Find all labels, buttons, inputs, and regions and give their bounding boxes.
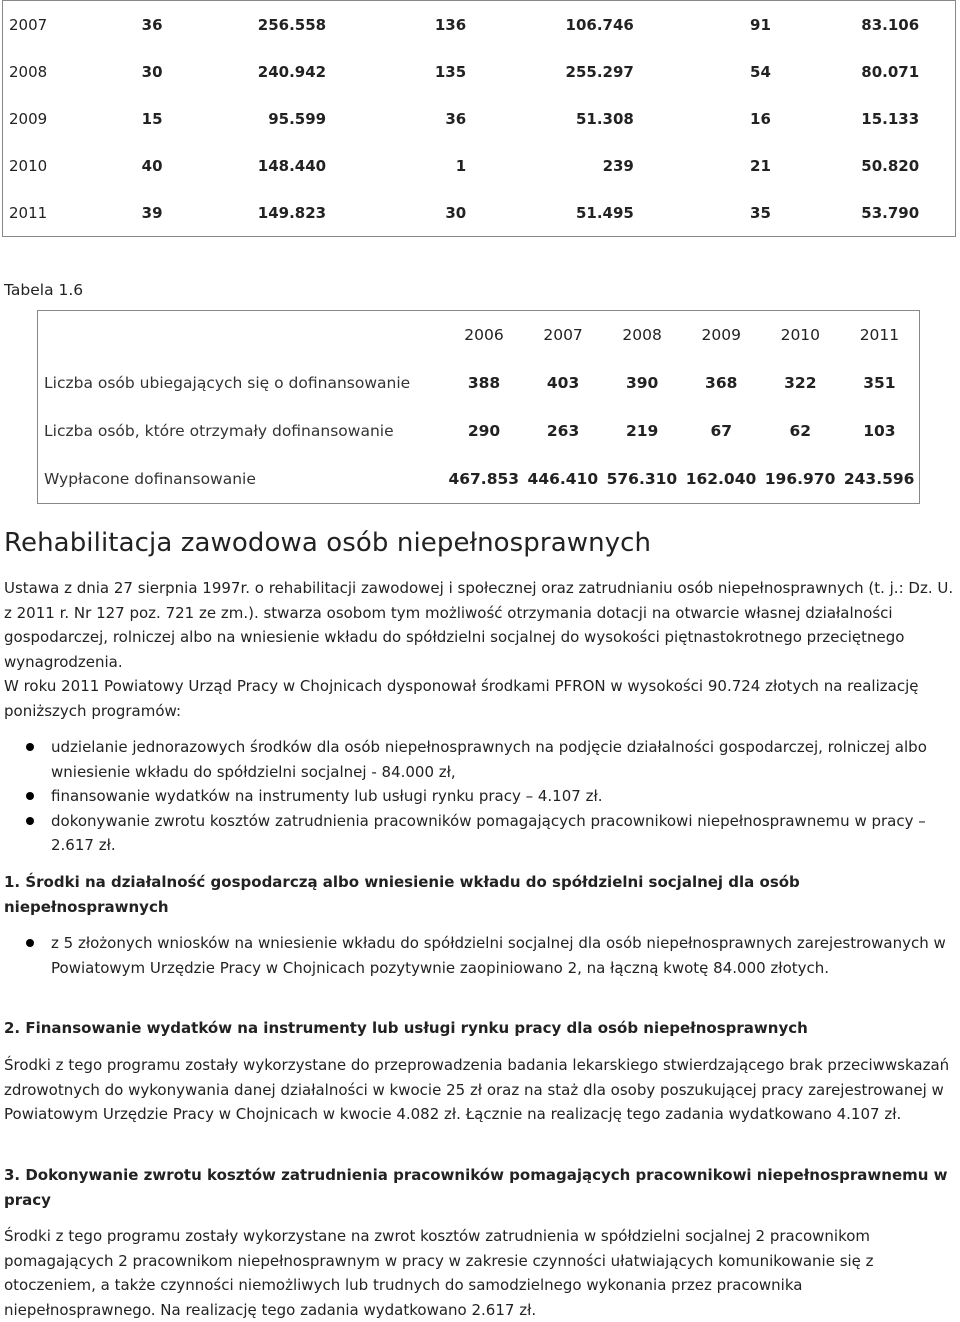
table-cell: 51.308 <box>575 109 634 128</box>
table-row <box>3 142 956 189</box>
table-cell: 95.599 <box>268 109 327 128</box>
table-cell: 290 <box>467 422 501 440</box>
table-cell: 149.823 <box>257 203 327 222</box>
section-3-heading: 3. Dokonywanie zwrotu kosztów zatrudnienia pracowników pomagających pracownikowi niepełnosprawnemu w pracy <box>4 1166 948 1209</box>
table-cell: 50.820 <box>861 156 920 175</box>
section-2-text: Środki z tego programu zostały wykorzystane do przeprowadzenia badania lekarskiego stwierdzającego brak przeciwwskazań zdrowotnych do wykonywania danej działalności w kwocie 25 zł oraz na staż dla osoby poszukującej pracy zarejestrowanej w Powiatowym Urzędzie Pracy w Chojnicach w kwocie 4.082 zł. Łącznie na realizację tego zadania wydatkowano 4.107 zł. <box>4 1056 950 1123</box>
table-cell: 467.853 <box>448 470 520 488</box>
table-cell: 243.596 <box>843 470 915 488</box>
section-1-heading: 1. Środki na działalność gospodarczą albo wniesienie wkładu do spółdzielni socjalnej dla osób niepełnosprawnych <box>4 873 800 916</box>
table-cell: 91 <box>750 15 771 34</box>
table-row <box>38 407 920 455</box>
table-cell: 51.495 <box>575 203 634 222</box>
table-cell: 16 <box>750 109 771 128</box>
table-cell: 136 <box>434 15 467 34</box>
table-cell: 30 <box>141 62 163 81</box>
table-cell: 388 <box>467 374 501 392</box>
table-cell: 239 <box>602 156 634 175</box>
table-row <box>3 189 956 237</box>
table-cell: 351 <box>863 374 896 392</box>
table-cell: 255.297 <box>565 62 634 81</box>
table-cell: 30 <box>445 203 467 222</box>
table-cell: 322 <box>784 374 817 392</box>
programs-list <box>4 735 949 858</box>
table-header-row <box>38 311 920 360</box>
table-row <box>38 359 920 407</box>
table-cell: 135 <box>434 62 467 81</box>
table-cell: 21 <box>750 156 771 175</box>
bullet-icon <box>26 792 34 800</box>
column-header: 2011 <box>859 326 900 344</box>
column-header: 2010 <box>780 326 821 344</box>
bullet-icon <box>26 817 34 825</box>
table-cell: 390 <box>625 374 659 392</box>
table-cell: 219 <box>625 422 659 440</box>
table-cell: 196.970 <box>764 470 836 488</box>
year-cell: 2010 <box>9 156 48 175</box>
list-item: udzielanie jednorazowych środków dla osób niepełnosprawnych na podjęcie działalności gospodarczej, rolniczej albo wniesienie wkładu do spółdzielni socjalnej - 84.000 zł, <box>4 735 949 784</box>
table-cell: 103 <box>863 422 896 440</box>
table-cell: 403 <box>546 374 580 392</box>
list-item: finansowanie wydatków na instrumenty lub usługi rynku pracy – 4.107 zł. <box>4 784 949 809</box>
list-item: dokonywanie zwrotu kosztów zatrudnienia pracowników pomagających pracownikowi niepełnosprawnemu w pracy – 2.617 zł. <box>4 809 949 858</box>
table-cell: 40 <box>141 156 163 175</box>
bullet-icon <box>26 743 34 751</box>
table-row <box>3 95 956 142</box>
table-cell: 36 <box>445 109 467 128</box>
section-title: Rehabilitacja zawodowa osób niepełnosprawnych <box>4 528 652 558</box>
year-cell: 2007 <box>9 15 48 34</box>
year-cell: 2008 <box>9 62 48 81</box>
funds-paragraph: W roku 2011 Powiatowy Urząd Pracy w Chojnicach dysponował środkami PFRON w wysokości 90.724 złotych na realizację poniższych programów: <box>4 677 919 720</box>
table-row <box>3 48 956 95</box>
table-cell: 263 <box>546 422 580 440</box>
table-cell: 15 <box>141 109 163 128</box>
year-cell: 2009 <box>9 109 48 128</box>
section-3-text: Środki z tego programu zostały wykorzystane na zwrot kosztów zatrudnienia w spółdzielni socjalnej 2 pracownikom pomagających 2 pracownikom niepełnosprawnym w pracy w zakresie czynności ułatwiających komunikowanie się z otoczeniem, a także czynności niemożliwych lub trudnych do samodzielnego wykonania przez pracownika niepełnosprawnego. Na realizację tego zadania wydatkowano 2.617 zł. <box>4 1227 874 1319</box>
table-cell: 368 <box>705 374 738 392</box>
bullet-icon <box>26 939 34 947</box>
intro-paragraph: Ustawa z dnia 27 sierpnia 1997r. o rehabilitacji zawodowej i społecznej oraz zatrudnianiu osób niepełnosprawnych (t. j.: Dz. U. z 2011 r. Nr 127 poz. 721 ze zm.). stwarza osobom tym możliwość otrzymania dotacji na otwarcie własnej działalności gospodarczej, rolniczej albo na wniesienie wkładu do spółdzielni socjalnej do wysokości piętnastokrotnego przeciętnego wynagrodzenia. <box>4 579 954 671</box>
table-row <box>38 455 920 504</box>
table-cell: 256.558 <box>257 15 327 34</box>
row-label: Liczba osób, które otrzymały dofinansowanie <box>44 422 394 440</box>
table-cell: 67 <box>710 422 733 440</box>
table-row <box>3 1 956 49</box>
table-cell: 576.310 <box>606 470 678 488</box>
column-header: 2006 <box>464 326 504 344</box>
table-cell: 83.106 <box>861 15 920 34</box>
table-cell: 162.040 <box>685 470 757 488</box>
table-caption: Tabela 1.6 <box>4 281 84 299</box>
table-cell: 148.440 <box>257 156 327 175</box>
table-cell: 1 <box>455 156 467 175</box>
table-cell: 36 <box>141 15 163 34</box>
row-label: Liczba osób ubiegających się o dofinansowanie <box>44 374 411 392</box>
column-header: 2009 <box>701 326 741 344</box>
row-label: Wypłacone dofinansowanie <box>44 470 256 488</box>
year-cell: 2011 <box>9 203 48 222</box>
table-cell: 15.133 <box>861 109 920 128</box>
table-cell: 62 <box>789 422 812 440</box>
table-cell: 240.942 <box>257 62 327 81</box>
column-header: 2007 <box>543 326 583 344</box>
table-cell: 80.071 <box>861 62 920 81</box>
table-1-6 <box>37 310 920 504</box>
list-item: z 5 złożonych wniosków na wniesienie wkładu do spółdzielni socjalnej dla osób niepełnosprawnych zarejestrowanych w Powiatowym Urzędzie Pracy w Chojnicach pozytywnie zaopiniowano 2, na łączną kwotę 84.000 złotych. <box>4 931 949 980</box>
table-cell: 35 <box>750 203 771 222</box>
section-2-heading: 2. Finansowanie wydatków na instrumenty lub usługi rynku pracy dla osób niepełnosprawnych <box>4 1019 808 1037</box>
table-cell: 446.410 <box>527 470 599 488</box>
top-data-table <box>2 0 956 237</box>
table-cell: 54 <box>750 62 771 81</box>
table-cell: 53.790 <box>861 203 920 222</box>
table-cell: 39 <box>141 203 163 222</box>
table-cell: 106.746 <box>565 15 634 34</box>
column-header: 2008 <box>622 326 662 344</box>
section-1-list <box>4 931 949 980</box>
